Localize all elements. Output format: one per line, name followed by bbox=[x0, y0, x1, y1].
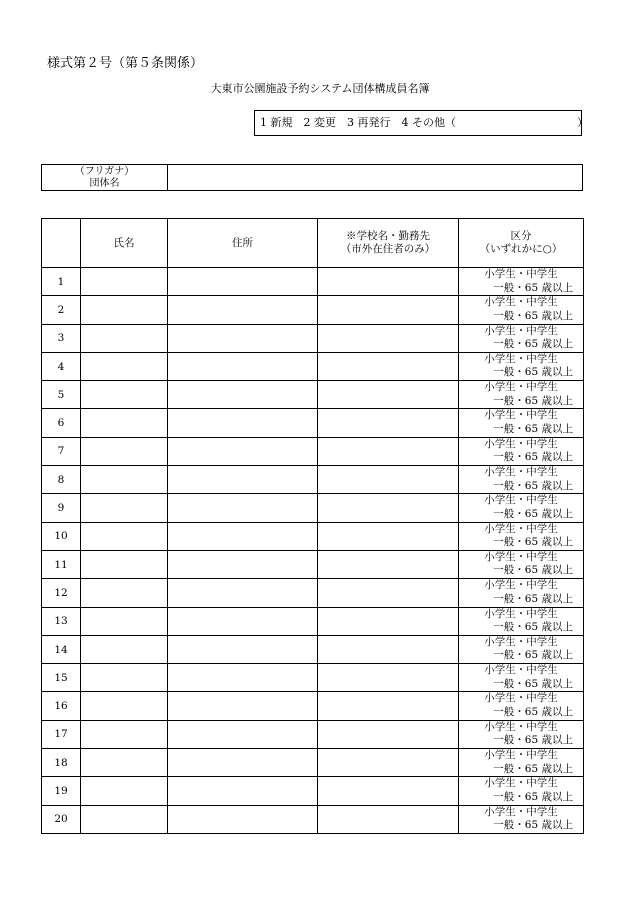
school-cell[interactable] bbox=[318, 437, 459, 465]
address-cell[interactable] bbox=[168, 749, 318, 777]
category-cell[interactable] bbox=[459, 494, 584, 522]
school-cell[interactable] bbox=[318, 635, 459, 663]
category-option-general-senior: 一般・65 歳以上 bbox=[493, 592, 573, 605]
table-row bbox=[42, 805, 584, 833]
header-school: ※学校名・勤務先 （市外在住者のみ） bbox=[318, 219, 459, 268]
school-cell[interactable] bbox=[318, 268, 459, 296]
header-category: 区分 （いずれかに○） bbox=[459, 219, 584, 268]
row-number: 17 bbox=[42, 720, 81, 748]
category-option-general-senior: 一般・65 歳以上 bbox=[493, 677, 573, 690]
row-number: 20 bbox=[42, 805, 81, 833]
name-cell[interactable] bbox=[81, 352, 168, 380]
category-option-general-senior: 一般・65 歳以上 bbox=[493, 309, 573, 322]
row-number: 8 bbox=[42, 466, 81, 494]
row-number: 16 bbox=[42, 692, 81, 720]
school-cell[interactable] bbox=[318, 296, 459, 324]
group-name-table bbox=[41, 164, 583, 191]
school-cell[interactable] bbox=[318, 324, 459, 352]
category-cell[interactable] bbox=[459, 550, 584, 578]
category-option-students: 小学生・中学生 bbox=[484, 381, 558, 394]
name-cell[interactable] bbox=[81, 749, 168, 777]
address-cell[interactable] bbox=[168, 607, 318, 635]
category-option-students: 小学生・中学生 bbox=[484, 777, 558, 790]
address-cell[interactable] bbox=[168, 409, 318, 437]
school-cell[interactable] bbox=[318, 352, 459, 380]
table-row bbox=[42, 550, 584, 578]
school-cell[interactable] bbox=[318, 494, 459, 522]
address-cell[interactable] bbox=[168, 296, 318, 324]
category-cell[interactable] bbox=[459, 409, 584, 437]
table-row bbox=[42, 352, 584, 380]
table-row bbox=[42, 692, 584, 720]
name-cell[interactable] bbox=[81, 720, 168, 748]
category-option-students: 小学生・中学生 bbox=[484, 579, 558, 592]
name-cell[interactable] bbox=[81, 635, 168, 663]
school-cell[interactable] bbox=[318, 777, 459, 805]
table-row bbox=[42, 296, 584, 324]
name-cell[interactable] bbox=[81, 777, 168, 805]
table-row bbox=[42, 466, 584, 494]
category-cell[interactable] bbox=[459, 466, 584, 494]
group-name-label bbox=[42, 165, 168, 191]
category-option-general-senior: 一般・65 歳以上 bbox=[493, 790, 573, 803]
row-number: 9 bbox=[42, 494, 81, 522]
row-number: 3 bbox=[42, 324, 81, 352]
table-row bbox=[42, 494, 584, 522]
table-row bbox=[42, 607, 584, 635]
name-cell[interactable] bbox=[81, 324, 168, 352]
category-option-general-senior: 一般・65 歳以上 bbox=[493, 338, 573, 351]
name-cell[interactable] bbox=[81, 522, 168, 550]
document-title: 大東市公園施設予約システム団体構成員名簿 bbox=[210, 82, 430, 95]
category-option-students: 小学生・中学生 bbox=[484, 607, 558, 620]
school-cell[interactable] bbox=[318, 381, 459, 409]
table-row bbox=[42, 324, 584, 352]
row-number: 6 bbox=[42, 409, 81, 437]
category-cell[interactable] bbox=[459, 324, 584, 352]
category-cell[interactable] bbox=[459, 352, 584, 380]
category-option-general-senior: 一般・65 歳以上 bbox=[493, 479, 573, 492]
row-number: 13 bbox=[42, 607, 81, 635]
table-row bbox=[42, 522, 584, 550]
name-cell[interactable] bbox=[81, 268, 168, 296]
category-cell[interactable] bbox=[459, 664, 584, 692]
name-cell[interactable] bbox=[81, 579, 168, 607]
group-name-field[interactable] bbox=[168, 165, 583, 191]
header-name: 氏名 bbox=[81, 219, 168, 268]
address-cell[interactable] bbox=[168, 720, 318, 748]
application-type-box: 1 新規 2 変更 3 再発行 4 その他（ ） bbox=[254, 110, 582, 136]
name-cell[interactable] bbox=[81, 805, 168, 833]
category-cell[interactable] bbox=[459, 692, 584, 720]
category-option-general-senior: 一般・65 歳以上 bbox=[493, 394, 573, 407]
row-number: 1 bbox=[42, 268, 81, 296]
category-cell[interactable] bbox=[459, 522, 584, 550]
address-cell[interactable] bbox=[168, 692, 318, 720]
row-number: 18 bbox=[42, 749, 81, 777]
row-number: 5 bbox=[42, 381, 81, 409]
name-cell[interactable] bbox=[81, 437, 168, 465]
school-cell[interactable] bbox=[318, 409, 459, 437]
category-option-general-senior: 一般・65 歳以上 bbox=[493, 536, 573, 549]
category-cell[interactable] bbox=[459, 296, 584, 324]
address-cell[interactable] bbox=[168, 437, 318, 465]
name-cell[interactable] bbox=[81, 466, 168, 494]
members-table bbox=[41, 218, 584, 834]
category-option-students: 小学生・中学生 bbox=[484, 522, 558, 535]
table-header-row bbox=[42, 219, 584, 268]
category-option-students: 小学生・中学生 bbox=[484, 692, 558, 705]
address-cell[interactable] bbox=[168, 324, 318, 352]
category-option-general-senior: 一般・65 歳以上 bbox=[493, 762, 573, 775]
header-number bbox=[42, 219, 81, 268]
table-row bbox=[42, 381, 584, 409]
name-cell[interactable] bbox=[81, 381, 168, 409]
category-option-general-senior: 一般・65 歳以上 bbox=[493, 422, 573, 435]
row-number: 11 bbox=[42, 550, 81, 578]
category-cell[interactable] bbox=[459, 437, 584, 465]
category-cell[interactable] bbox=[459, 381, 584, 409]
school-cell[interactable] bbox=[318, 749, 459, 777]
category-option-general-senior: 一般・65 歳以上 bbox=[493, 366, 573, 379]
address-cell[interactable] bbox=[168, 381, 318, 409]
category-cell[interactable] bbox=[459, 749, 584, 777]
category-option-students: 小学生・中学生 bbox=[484, 409, 558, 422]
school-cell[interactable] bbox=[318, 692, 459, 720]
category-option-students: 小学生・中学生 bbox=[484, 664, 558, 677]
table-row bbox=[42, 635, 584, 663]
category-option-general-senior: 一般・65 歳以上 bbox=[493, 819, 573, 832]
header-address: 住所 bbox=[168, 219, 318, 268]
address-cell[interactable] bbox=[168, 494, 318, 522]
name-cell[interactable] bbox=[81, 296, 168, 324]
address-cell[interactable] bbox=[168, 664, 318, 692]
group-name-text: 団体名 bbox=[89, 177, 120, 189]
category-cell[interactable] bbox=[459, 607, 584, 635]
table-row bbox=[42, 409, 584, 437]
category-option-students: 小学生・中学生 bbox=[484, 268, 558, 280]
category-option-general-senior: 一般・65 歳以上 bbox=[493, 649, 573, 662]
table-row bbox=[42, 749, 584, 777]
school-cell[interactable] bbox=[318, 607, 459, 635]
table-row bbox=[42, 664, 584, 692]
table-row bbox=[42, 720, 584, 748]
name-cell[interactable] bbox=[81, 494, 168, 522]
category-option-students: 小学生・中学生 bbox=[484, 749, 558, 762]
category-option-general-senior: 一般・65 歳以上 bbox=[493, 705, 573, 718]
address-cell[interactable] bbox=[168, 550, 318, 578]
name-cell[interactable] bbox=[81, 692, 168, 720]
school-cell[interactable] bbox=[318, 550, 459, 578]
row-number: 12 bbox=[42, 579, 81, 607]
school-cell[interactable] bbox=[318, 579, 459, 607]
category-option-general-senior: 一般・65 歳以上 bbox=[493, 564, 573, 577]
address-cell[interactable] bbox=[168, 635, 318, 663]
school-cell[interactable] bbox=[318, 805, 459, 833]
name-cell[interactable] bbox=[81, 550, 168, 578]
table-row bbox=[42, 268, 584, 296]
category-option-general-senior: 一般・65 歳以上 bbox=[493, 451, 573, 464]
address-cell[interactable] bbox=[168, 805, 318, 833]
category-cell[interactable] bbox=[459, 720, 584, 748]
row-number: 4 bbox=[42, 352, 81, 380]
row-number: 10 bbox=[42, 522, 81, 550]
address-cell[interactable] bbox=[168, 579, 318, 607]
category-option-students: 小学生・中学生 bbox=[484, 550, 558, 563]
category-cell[interactable] bbox=[459, 635, 584, 663]
address-cell[interactable] bbox=[168, 352, 318, 380]
category-option-general-senior: 一般・65 歳以上 bbox=[493, 734, 573, 747]
row-number: 19 bbox=[42, 777, 81, 805]
row-number: 2 bbox=[42, 296, 81, 324]
school-cell[interactable] bbox=[318, 720, 459, 748]
category-option-students: 小学生・中学生 bbox=[484, 494, 558, 507]
category-option-students: 小学生・中学生 bbox=[484, 437, 558, 450]
form-number: 様式第２号（第５条関係） bbox=[47, 56, 204, 71]
category-option-general-senior: 一般・65 歳以上 bbox=[493, 507, 573, 520]
name-cell[interactable] bbox=[81, 607, 168, 635]
category-option-students: 小学生・中学生 bbox=[484, 296, 558, 309]
school-cell[interactable] bbox=[318, 664, 459, 692]
category-cell[interactable] bbox=[459, 805, 584, 833]
table-row bbox=[42, 579, 584, 607]
address-cell[interactable] bbox=[168, 268, 318, 296]
category-cell[interactable] bbox=[459, 268, 584, 296]
address-cell[interactable] bbox=[168, 466, 318, 494]
category-option-students: 小学生・中学生 bbox=[484, 635, 558, 648]
table-row bbox=[42, 777, 584, 805]
category-option-students: 小学生・中学生 bbox=[484, 805, 558, 818]
category-option-students: 小学生・中学生 bbox=[484, 466, 558, 479]
category-option-students: 小学生・中学生 bbox=[484, 352, 558, 365]
address-cell[interactable] bbox=[168, 522, 318, 550]
name-cell[interactable] bbox=[81, 409, 168, 437]
furigana-label: （フリガナ） bbox=[74, 165, 135, 177]
address-cell[interactable] bbox=[168, 777, 318, 805]
table-row bbox=[42, 437, 584, 465]
school-cell[interactable] bbox=[318, 522, 459, 550]
category-cell[interactable] bbox=[459, 777, 584, 805]
row-number: 15 bbox=[42, 664, 81, 692]
category-cell[interactable] bbox=[459, 579, 584, 607]
category-option-general-senior: 一般・65 歳以上 bbox=[493, 621, 573, 634]
name-cell[interactable] bbox=[81, 664, 168, 692]
row-number: 7 bbox=[42, 437, 81, 465]
category-option-students: 小学生・中学生 bbox=[484, 720, 558, 733]
category-option-general-senior: 一般・65 歳以上 bbox=[493, 281, 573, 294]
category-option-students: 小学生・中学生 bbox=[484, 324, 558, 337]
school-cell[interactable] bbox=[318, 466, 459, 494]
row-number: 14 bbox=[42, 635, 81, 663]
